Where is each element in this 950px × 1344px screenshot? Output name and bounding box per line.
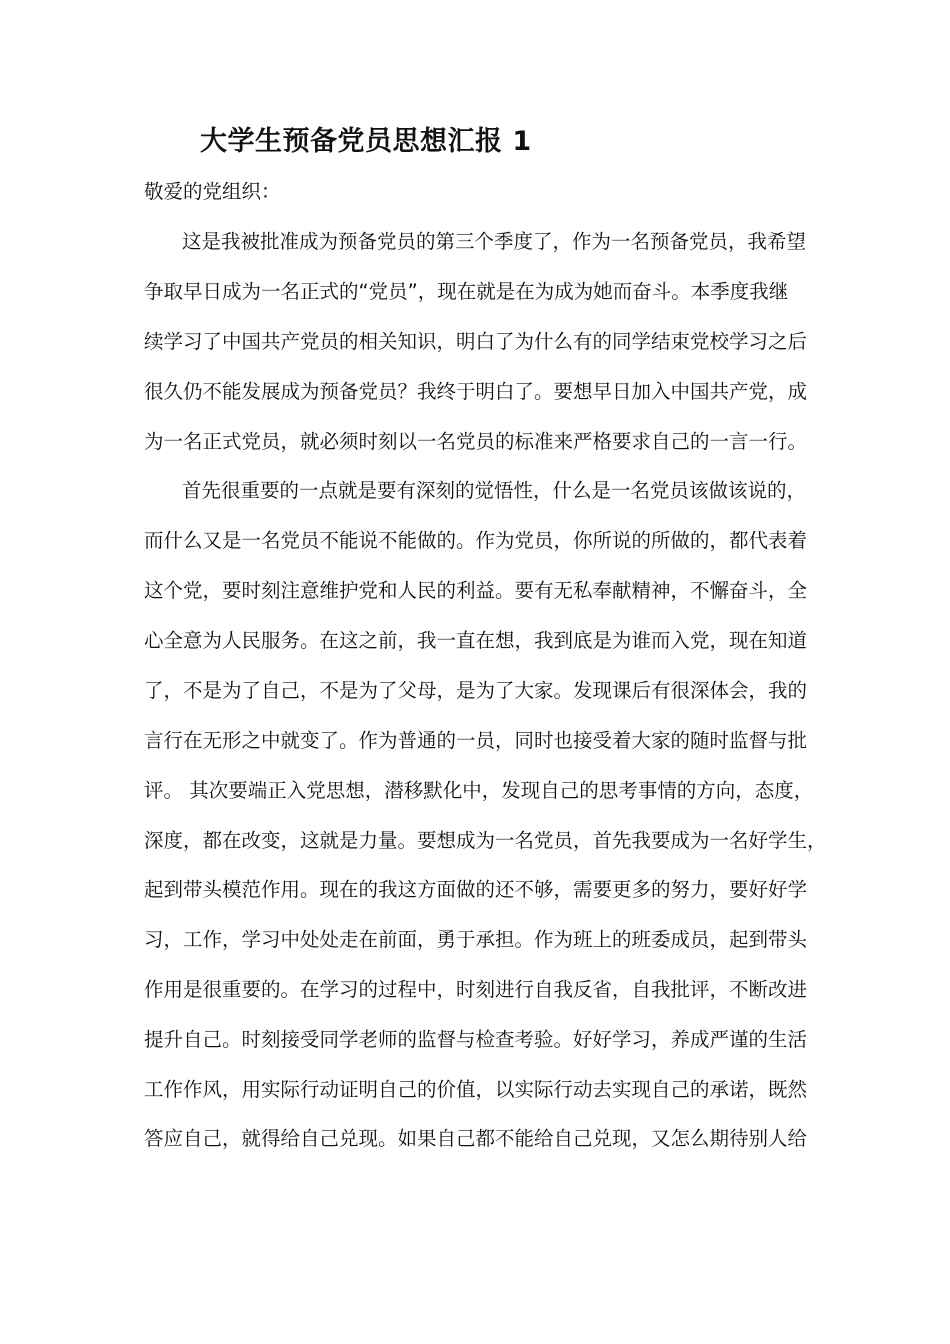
body-line: 为一名正式党员，就必须时刻以一名党员的标准来严格要求自己的一言一行。	[144, 430, 808, 453]
body-line: 而什么又是一名党员不能说不能做的。作为党员，你所说的所做的，都代表着	[144, 529, 808, 552]
body-line: 提升自己。时刻接受同学老师的监督与检查考验。好好学习，养成严谨的生活	[144, 1028, 808, 1051]
body-line: 首先很重要的一点就是要有深刻的觉悟性，什么是一名党员该做该说的，	[182, 479, 807, 502]
salutation: 敬爱的党组织：	[144, 180, 281, 203]
body-line: 作用是很重要的。在学习的过程中，时刻进行自我反省，自我批评，不断改进	[144, 978, 808, 1001]
body-line: 心全意为人民服务。在这之前，我一直在想，我到底是为谁而入党，现在知道	[144, 629, 808, 652]
body-line: 深度，都在改变，这就是力量。要想成为一名党员，首先我要成为一名好学生，	[144, 829, 827, 852]
body-line: 工作作风，用实际行动证明自己的价值，以实际行动去实现自己的承诺，既然	[144, 1078, 808, 1101]
body-line: 争取早日成为一名正式的“党员”，现在就是在为成为她而奋斗。本季度我继	[144, 280, 789, 303]
body-line: 这是我被批准成为预备党员的第三个季度了，作为一名预备党员，我希望	[182, 230, 807, 253]
body-line: 言行在无形之中就变了。作为普通的一员，同时也接受着大家的随时监督与批	[144, 729, 808, 752]
body-line: 很久仍不能发展成为预备党员？我终于明白了。要想早日加入中国共产党，成	[144, 380, 808, 403]
body-line: 习，工作，学习中处处走在前面，勇于承担。作为班上的班委成员，起到带头	[144, 928, 808, 951]
body-line: 起到带头模范作用。现在的我这方面做的还不够，需要更多的努力，要好好学	[144, 878, 808, 901]
document-title: 大学生预备党员思想汇报 1	[200, 126, 532, 157]
body-line: 续学习了中国共产党员的相关知识，明白了为什么有的同学结束党校学习之后	[144, 330, 808, 353]
body-line: 答应自己，就得给自己兑现。如果自己都不能给自己兑现，又怎么期待别人给	[144, 1127, 808, 1150]
body-line: 了，不是为了自己，不是为了父母，是为了大家。发现课后有很深体会，我的	[144, 679, 808, 702]
body-line: 评。 其次要端正入党思想，潜移默化中，发现自己的思考事情的方向，态度，	[144, 779, 814, 802]
body-line: 这个党，要时刻注意维护党和人民的利益。要有无私奉献精神，不懈奋斗，全	[144, 579, 808, 602]
